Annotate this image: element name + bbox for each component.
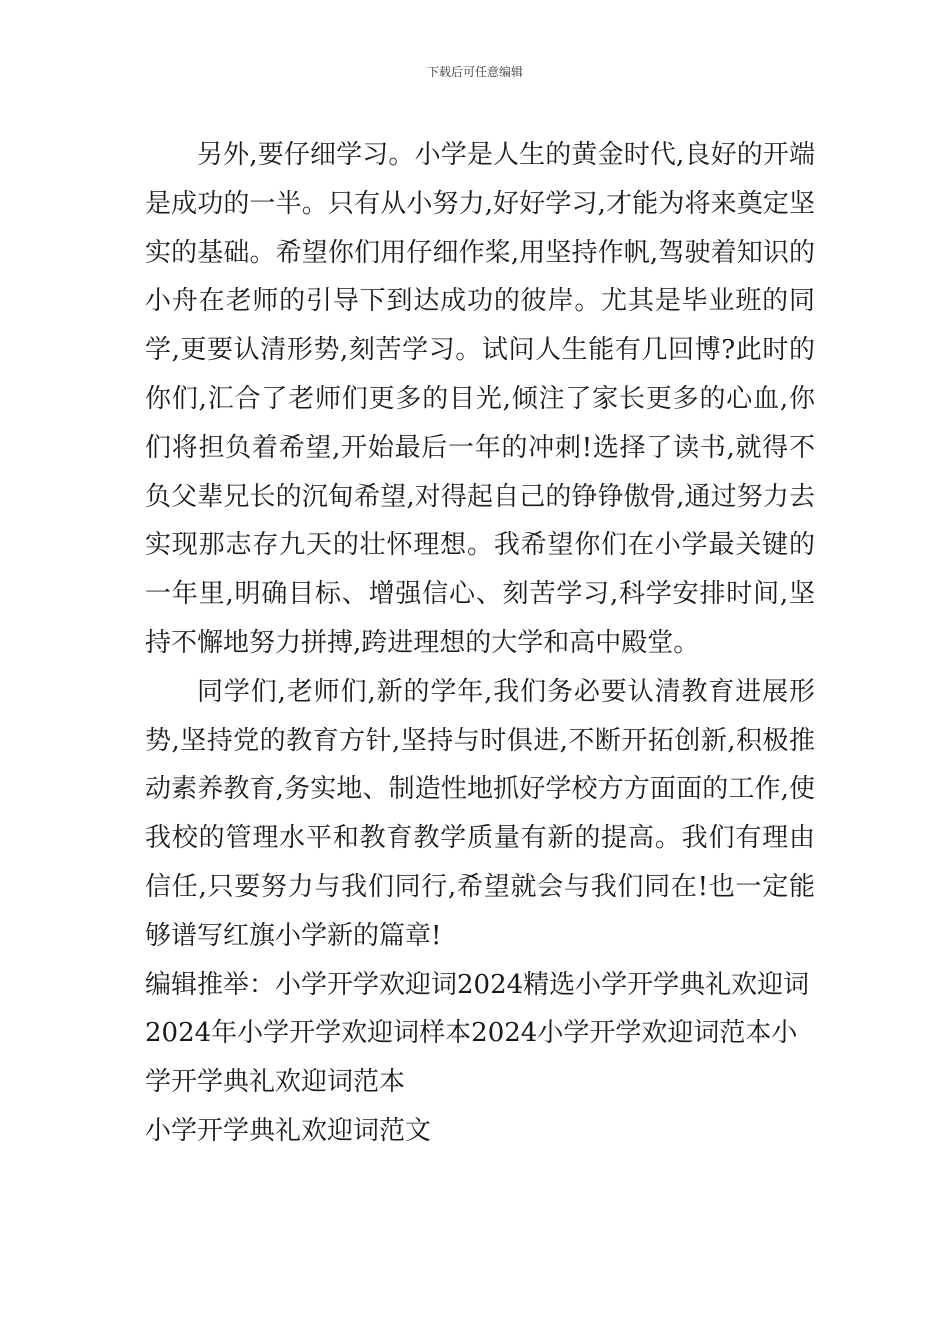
related-recommendations: 编辑推举：小学开学欢迎词2024精选小学开学典礼欢迎词2024年小学开学欢迎词样本2024小学开学欢迎词范本小学开学典礼欢迎词范本: [145, 969, 810, 1098]
document-body: [145, 131, 815, 1156]
next-article-title: 小学开学典礼欢迎词范文: [145, 1115, 432, 1146]
paragraph-study: 另外,要仔细学习。小学是人生的黄金时代,良好的开端是成功的一半。只有从小努力,好好学习,才能为将来奠定坚实的基础。希望你们用仔细作桨,用坚持作帆,驾驶着知识的小舟在老师的引导下到达成功的彼岸。尤其是毕业班的同学,更要认清形势,刻苦学习。试问人生能有几回博?此时的你们,汇合了老师们更多的目光,倾注了家长更多的心血,你们将担负着希望,开始最后一年的冲刺!选择了读书,就得不负父辈兄长的沉甸希望,对得起自己的铮铮傲骨,通过努力去实现那志存九天的壮怀理想。我希望你们在小学最关键的一年里,明确目标、增强信心、刻苦学习,科学安排时间,坚持不懈地努力拼搏,跨进理想的大学和高中殿堂。: [145, 140, 815, 658]
paragraph-new-school-year: 同学们,老师们,新的学年,我们务必要认清教育进展形势,坚持党的教育方针,坚持与时俱进,不断开拓创新,积极推动素养教育,务实地、制造性地抓好学校方方面面的工作,使我校的管理水平和教育教学质量有新的提高。我们有理由信任,只要努力与我们同行,希望就会与我们同在!也一定能够谱写红旗小学新的篇章!: [145, 676, 815, 951]
page-header: 下载后可任意编辑: [426, 65, 523, 79]
